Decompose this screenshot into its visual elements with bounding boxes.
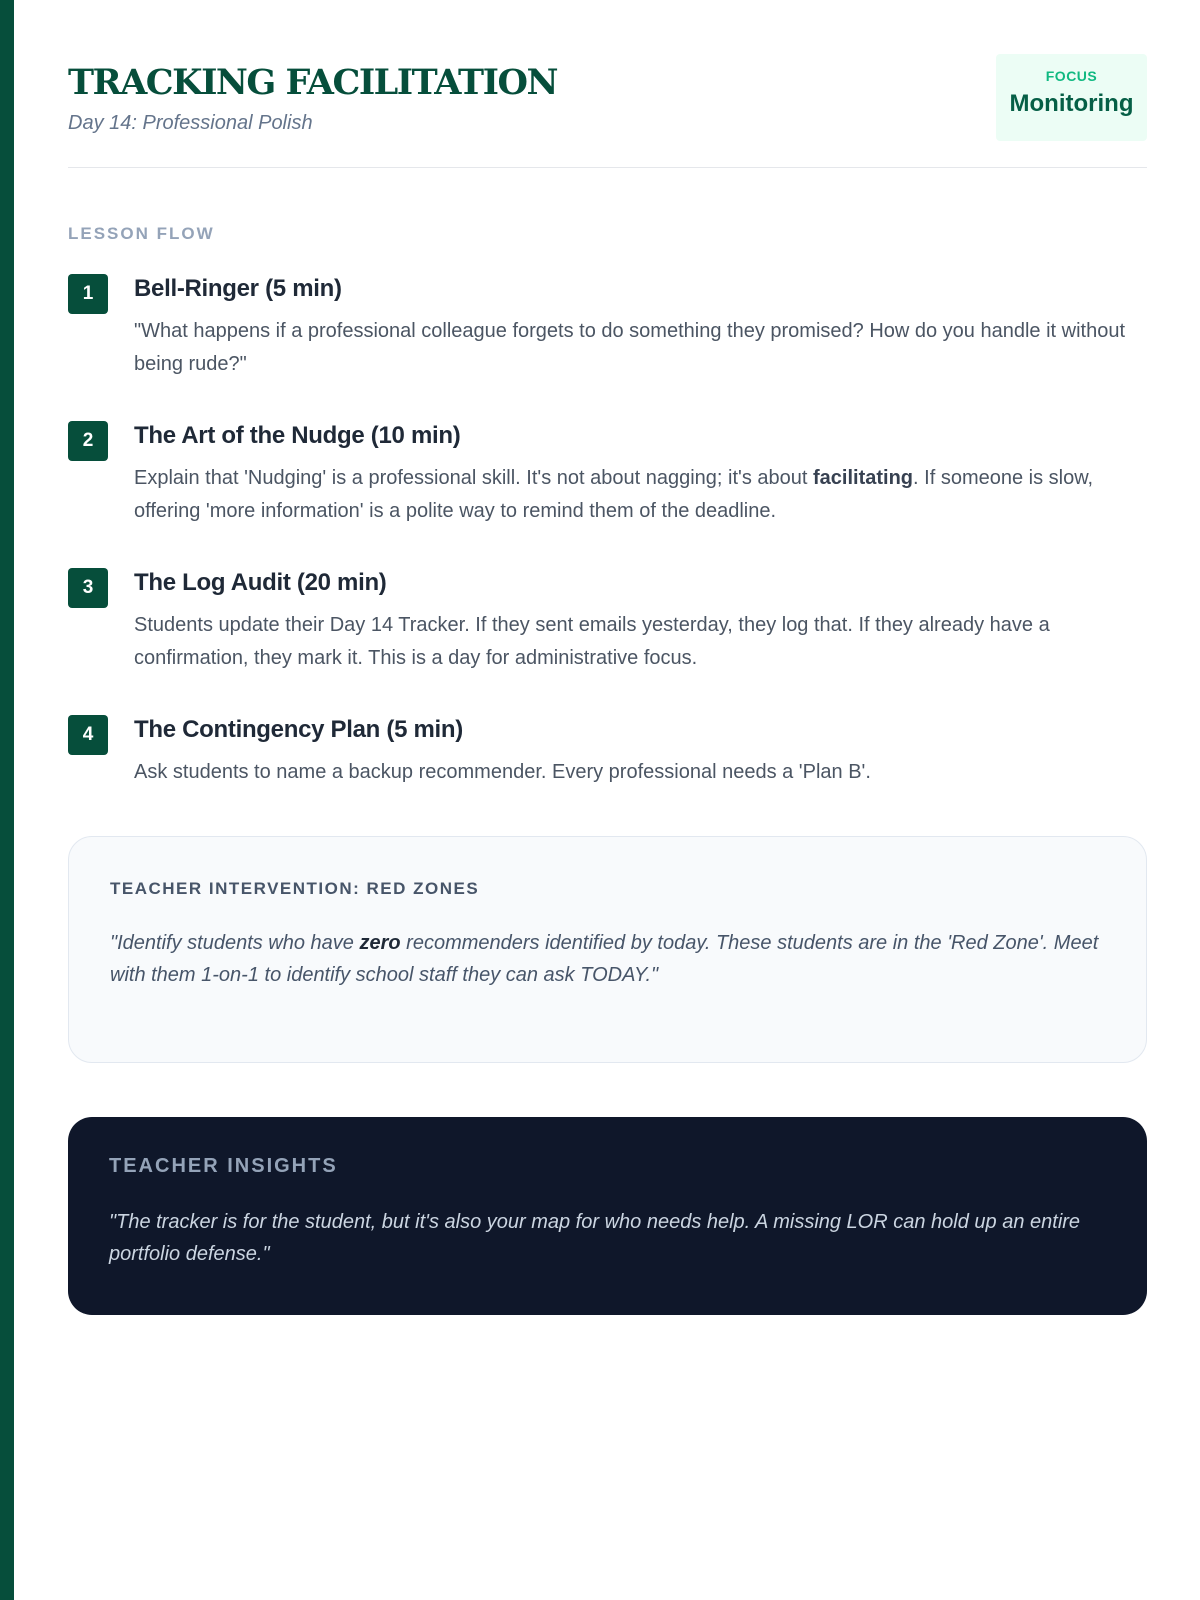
step-description-text: . If someone is slow, offering 'more information' is a polite way to remind them of the deadline.: [134, 467, 1094, 522]
step-description-text: Explain that 'Nudging' is a professional skill. It's not about nagging; it's about: [134, 467, 814, 489]
page-header: [68, 0, 1147, 168]
step-title: The Art of the Nudge (10 min): [134, 422, 461, 449]
teacher-intervention-card: [68, 836, 1147, 1063]
lesson-step-1: [68, 273, 1147, 381]
step-description-emphasis: facilitating: [813, 467, 914, 489]
step-number-badge: 4: [68, 715, 108, 755]
insights-label: TEACHER INSIGHTS: [109, 1155, 338, 1177]
lesson-flow-label: LESSON FLOW: [68, 224, 215, 243]
step-title: Bell-Ringer (5 min): [134, 275, 342, 302]
lesson-step-4: [68, 714, 1147, 789]
page-title: TRACKING FACILITATION: [68, 62, 557, 103]
intervention-text-part: recommenders identified by today. These students are in the 'Red Zone'. Meet with them 1-on-1 to identify school staff they can ask TODAY.": [110, 932, 1099, 986]
focus-value: Monitoring: [1009, 90, 1134, 117]
step-number-badge: 3: [68, 568, 108, 608]
step-number-badge: 1: [68, 274, 108, 314]
lesson-steps: [68, 273, 1147, 789]
intervention-label: TEACHER INTERVENTION: RED ZONES: [110, 879, 480, 898]
intervention-text-part: "Identify students who have: [110, 932, 360, 954]
step-description: [134, 462, 1147, 528]
step-title: The Contingency Plan (5 min): [134, 716, 463, 743]
lesson-step-2: [68, 420, 1147, 528]
focus-badge: [996, 54, 1147, 141]
page-subtitle: Day 14: Professional Polish: [68, 112, 313, 134]
step-description: Ask students to name a backup recommender. Every professional needs a 'Plan B'.: [134, 761, 871, 783]
intervention-emphasis: zero: [359, 932, 401, 954]
intervention-text: [110, 927, 1105, 991]
lesson-page: [68, 0, 1147, 1265]
step-number-badge: 2: [68, 421, 108, 461]
focus-label: FOCUS: [1045, 68, 1098, 84]
teacher-insights-card: [68, 1117, 1147, 1315]
insights-text: "The tracker is for the student, but it's also your map for who needs help. A missing LOR can hold up an entire portfolio defense.": [109, 1211, 1081, 1265]
step-description: "What happens if a professional colleague forgets to do something they promised? How do you handle it without being rude?": [134, 320, 1126, 375]
step-title: The Log Audit (20 min): [134, 569, 387, 596]
lesson-step-3: [68, 567, 1147, 675]
left-accent-bar: [0, 0, 14, 1600]
step-description: Students update their Day 14 Tracker. If they sent emails yesterday, they log that. If they already have a confirmation, they mark it. This is a day for administrative focus.: [134, 614, 1050, 669]
